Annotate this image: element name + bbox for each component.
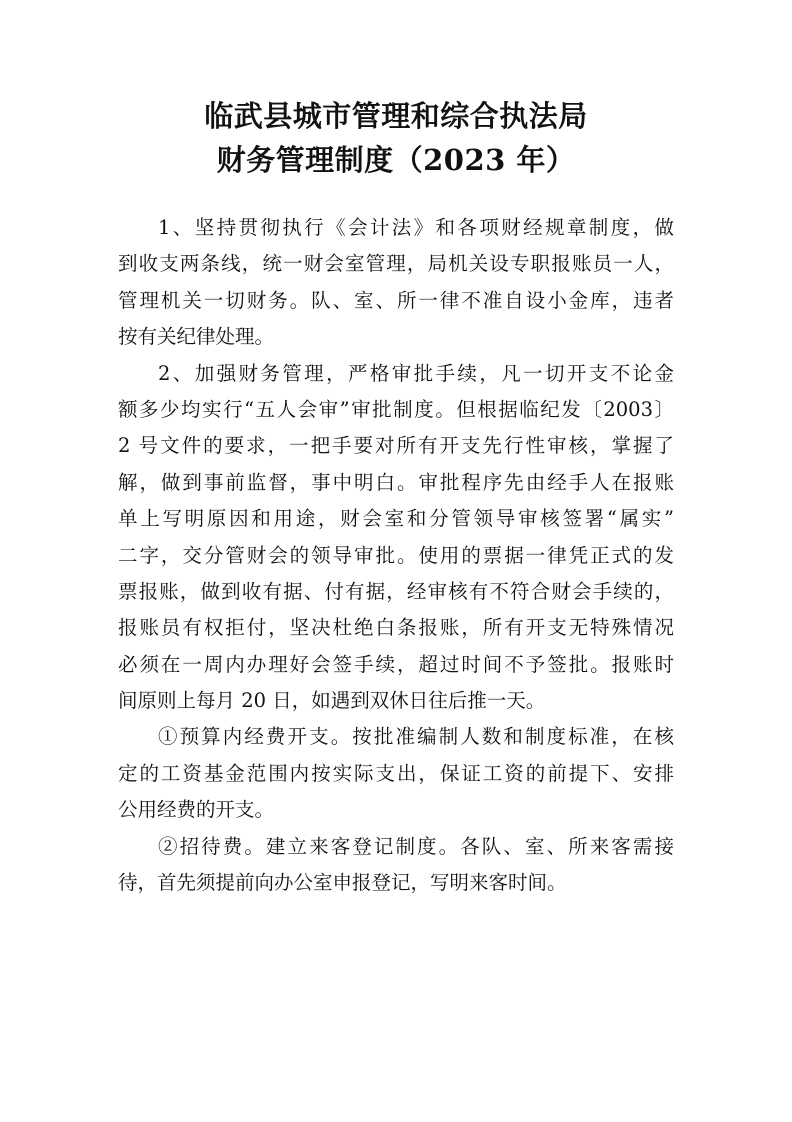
paragraph-line: 定的工资基金范围内按实际支出，保证工资的前提下、安排: [118, 761, 674, 785]
paragraph-line: 管理机关一切财务。队、室、所一律不准自设小金库，违者: [118, 288, 674, 312]
paragraph-2: [118, 356, 674, 720]
paragraph-line: ①预算内经费开支。按批准编制人数和制度标准，在核: [158, 725, 674, 749]
paragraph-line: 单上写明原因和用途，财会室和分管领导审核签署“属实”: [118, 507, 674, 531]
paragraph-4: [118, 829, 674, 902]
document-title-line-1: 临武县城市管理和综合执法局: [204, 99, 588, 133]
paragraph-line: 额多少均实行“五人会审”审批制度。但根据临纪发〔2003〕: [118, 397, 674, 421]
paragraph-line: ②招待费。建立来客登记制度。各队、室、所来客需接: [158, 834, 674, 858]
document-title-line-2: 财务管理制度（2023 年）: [216, 143, 576, 177]
paragraph-line: 报账员有权拒付，坚决杜绝白条报账，所有开支无特殊情况: [118, 616, 674, 640]
paragraph-line: 二字，交分管财会的领导审批。使用的票据一律凭正式的发: [118, 543, 674, 567]
paragraph-line: 2、加强财务管理，严格审批手续，凡一切开支不论金: [158, 361, 674, 385]
paragraph-1: [118, 210, 674, 356]
paragraph-line: 1、坚持贯彻执行《会计法》和各项财经规章制度，做: [158, 216, 674, 239]
paragraph-line: 票报账，做到收有据、付有据，经审核有不符合财会手续的，: [118, 579, 674, 603]
paragraph-line: 解，做到事前监督，事中明白。审批程序先由经手人在报账: [118, 470, 674, 494]
paragraph-3: [118, 719, 674, 828]
paragraph-line: 到收支两条线，统一财会室管理，局机关设专职报账员一人，: [118, 252, 674, 276]
document-body: [118, 210, 674, 901]
paragraph-line: 待，首先须提前向办公室申报登记，写明来客时间。: [118, 871, 567, 895]
paragraph-line: 间原则上每月 20 日，如遇到双休日往后推一天。: [118, 689, 546, 713]
paragraph-line: 2 号文件的要求，一把手要对所有开支先行性审核，掌握了: [118, 434, 674, 458]
paragraph-line: 公用经费的开支。: [118, 798, 275, 822]
paragraph-line: 必须在一周内办理好会签手续，超过时间不予签批。报账时: [118, 652, 674, 676]
paragraph-line: 按有关纪律处理。: [118, 325, 275, 349]
